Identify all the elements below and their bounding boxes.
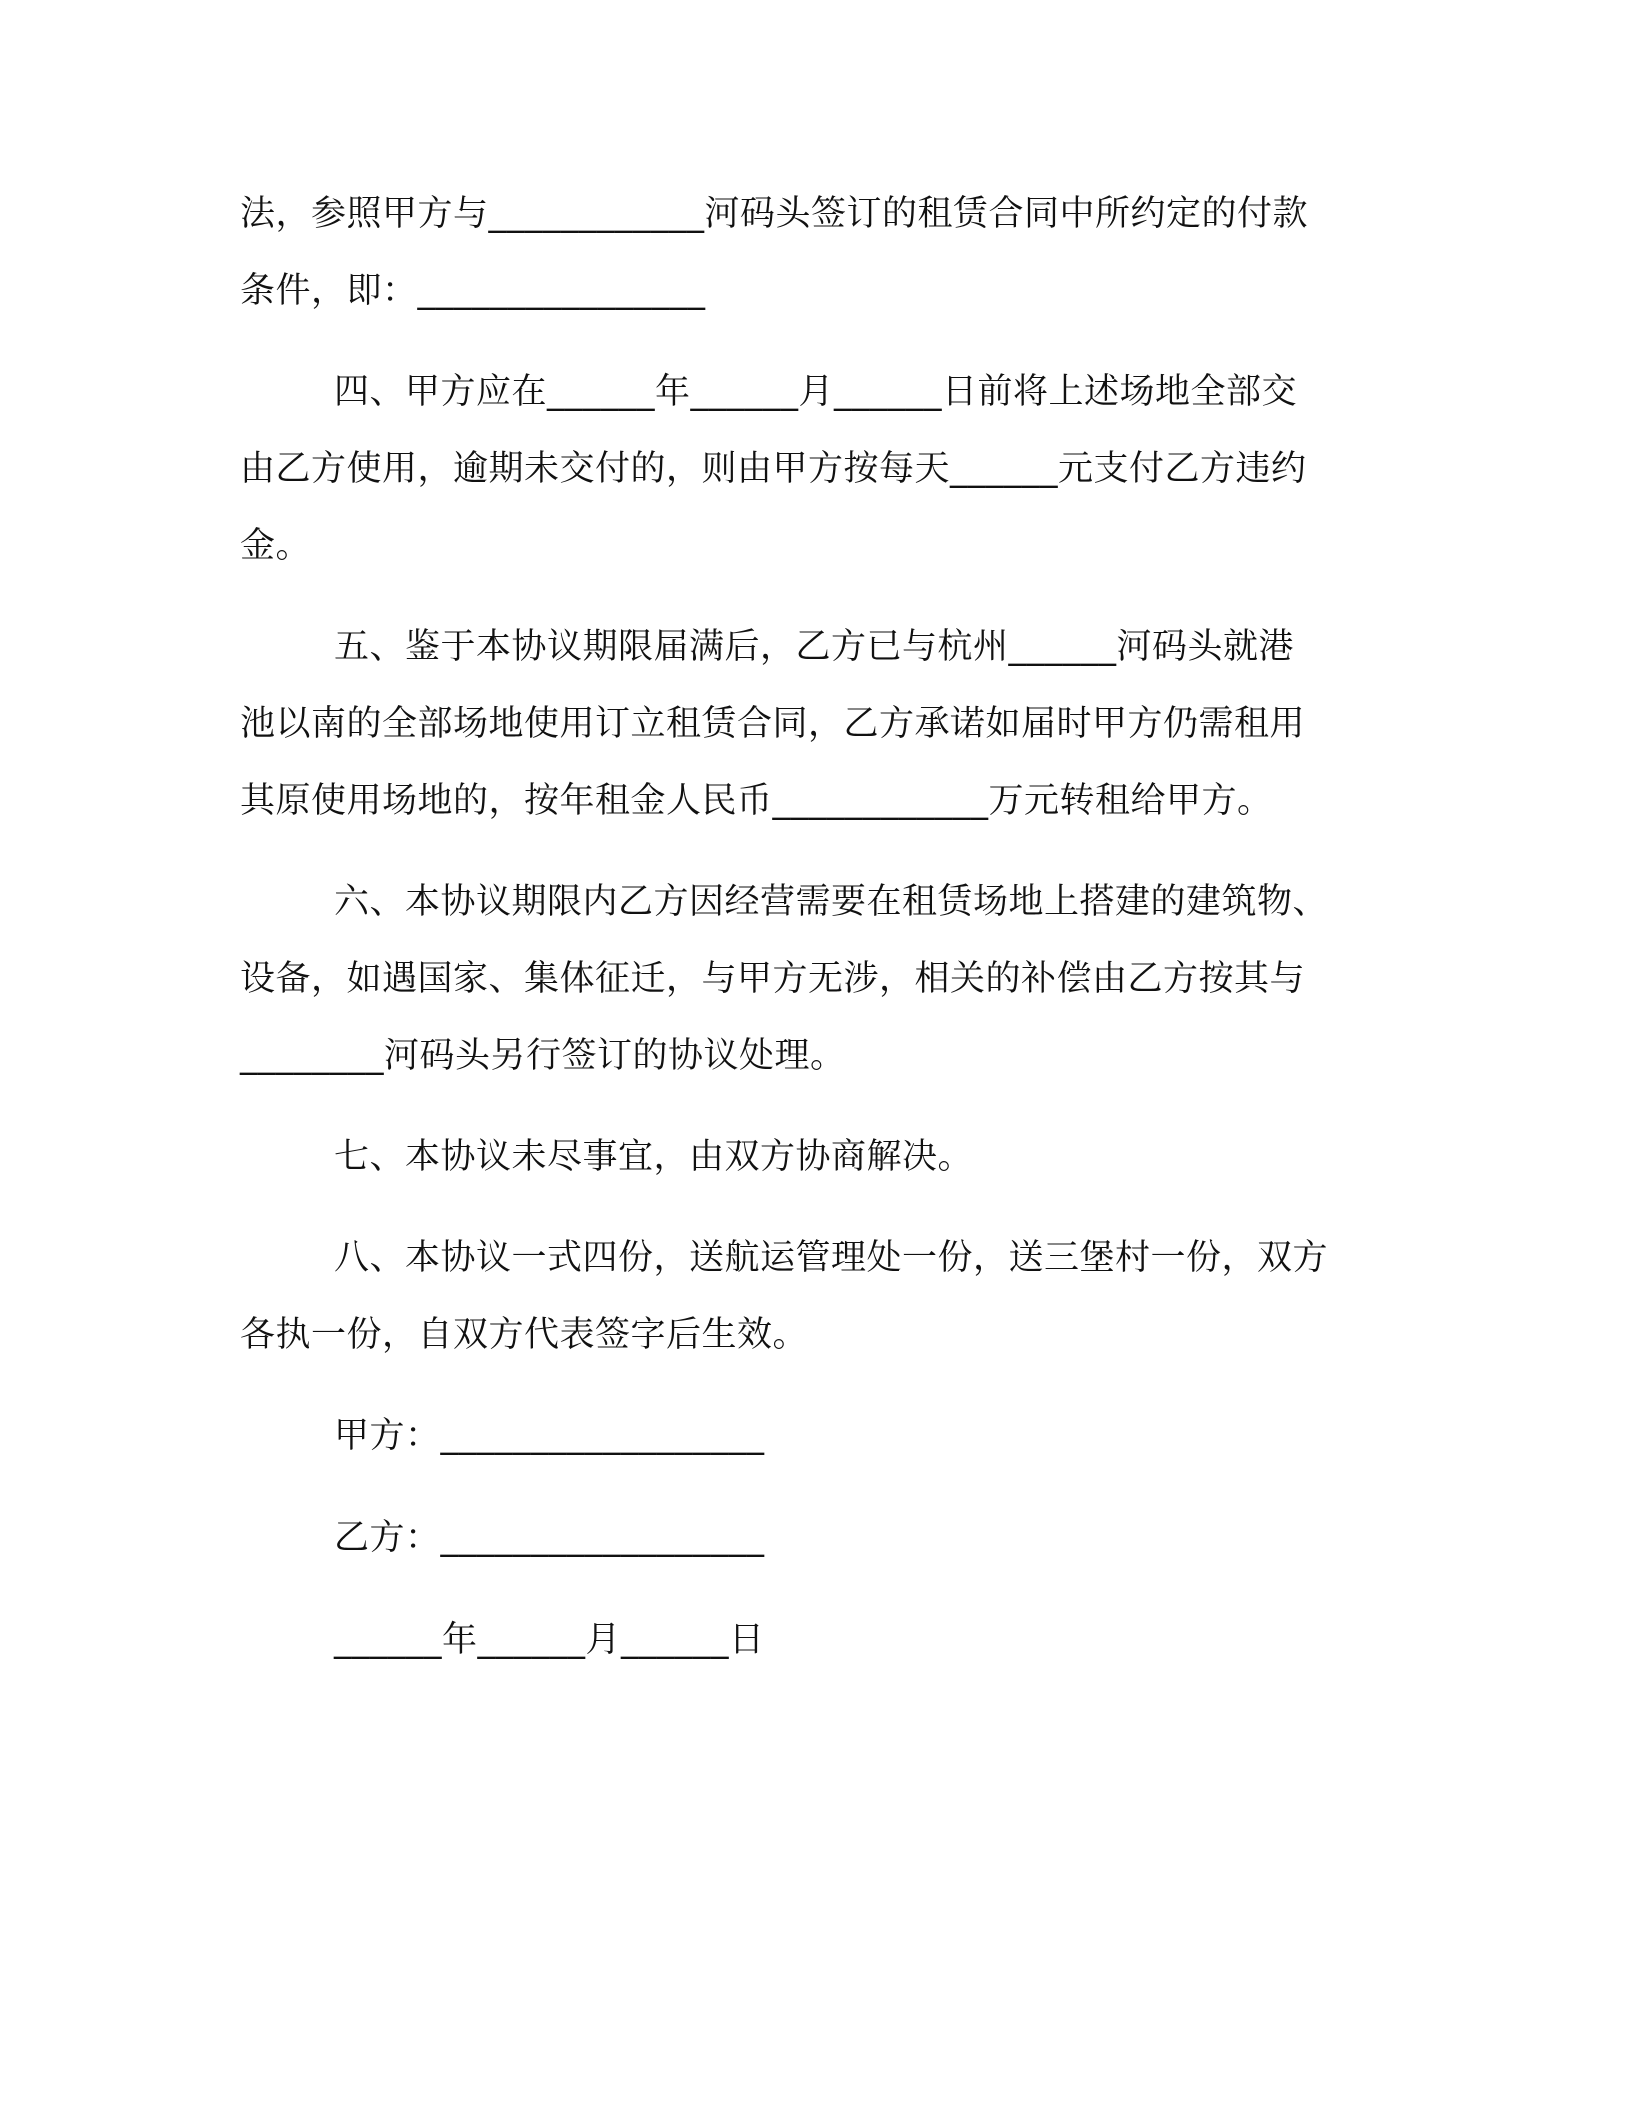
- party-a-signature-line: 甲方：__________________: [334, 1416, 765, 1456]
- clause-6-line-3: ________河码头另行签订的协议处理。: [240, 1036, 846, 1076]
- clause-8-line-1: 八、本协议一式四份，送航运管理处一份，送三堡村一份，双方: [334, 1238, 1329, 1278]
- clause-3-line-1: 法，参照甲方与____________河码头签订的租赁合同中所约定的付款: [240, 194, 1309, 234]
- clause-6-line-2: 设备，如遇国家、集体征迁，与甲方无涉，相关的补偿由乙方按其与: [240, 959, 1306, 999]
- clause-4-line-2: 由乙方使用，逾期未交付的，则由甲方按每天______元支付乙方违约: [240, 449, 1307, 489]
- clause-7-line-1: 七、本协议未尽事宜，由双方协商解决。: [334, 1137, 974, 1177]
- clause-4-line-1: 四、甲方应在______年______月______日前将上述场地全部交: [334, 372, 1298, 412]
- clause-8-line-2: 各执一份，自双方代表签字后生效。: [240, 1315, 809, 1355]
- signature-date-line: ______年______月______日: [334, 1620, 765, 1660]
- party-b-signature-line: 乙方：__________________: [334, 1518, 765, 1558]
- clause-6-line-1: 六、本协议期限内乙方因经营需要在租赁场地上搭建的建筑物、: [334, 882, 1329, 922]
- clause-3-line-2: 条件，即：________________: [240, 271, 706, 311]
- clause-5-line-2: 池以南的全部场地使用订立租赁合同，乙方承诺如届时甲方仍需租用: [240, 704, 1306, 744]
- clause-4-line-3: 金。: [240, 526, 312, 566]
- clause-5-line-1: 五、鉴于本协议期限届满后，乙方已与杭州______河码头就港: [334, 627, 1295, 667]
- clause-5-line-3: 其原使用场地的，按年租金人民币____________万元转租给甲方。: [240, 781, 1273, 821]
